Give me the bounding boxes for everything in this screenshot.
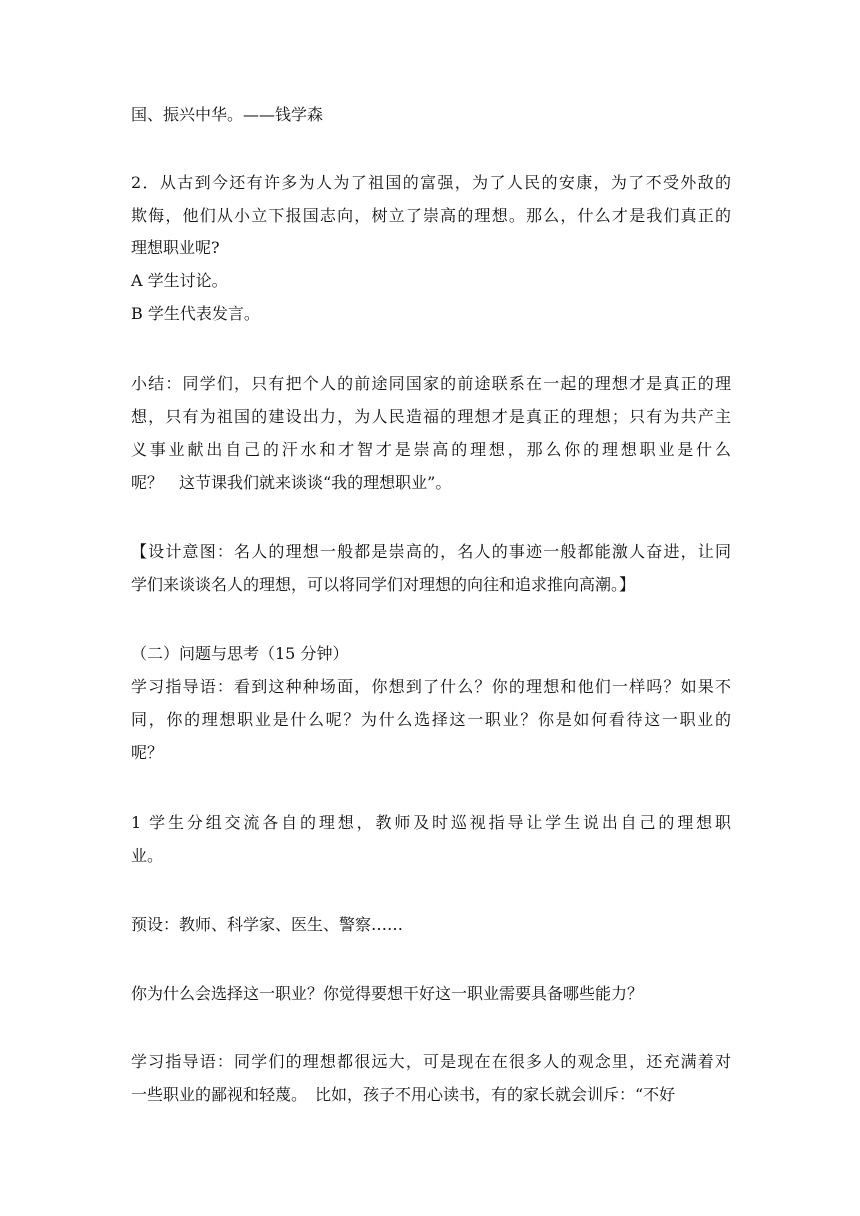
summary-line-1: 小结：同学们，只有把个人的前途同国家的前途联系在一起的理想才是真正的理 <box>131 374 731 393</box>
quote-attribution-line: 国、振兴中华。——钱学森 <box>131 105 324 124</box>
guide-2-line-1: 学习指导语：同学们的理想都很远大，可是现在在很多人的观念里，还充满着对 <box>131 1052 731 1071</box>
guide-line-2: 同，你的理想职业是什么呢？为什么选择这一职业？你是如何看待这一职业的 <box>131 710 731 729</box>
summary-line-2: 想，只有为祖国的建设出力，为人民造福的理想才是真正的理想；只有为共产主 <box>131 407 731 426</box>
activity-1-line-2: 业。 <box>131 846 164 865</box>
guide-line-1: 学习指导语：看到这种种场面，你想到了什么？你的理想和他们一样吗？如果不 <box>131 677 731 696</box>
question-2-line-1: 2．从古到今还有许多为人为了祖国的富强，为了人民的安康，为了不受外敌的 <box>131 173 731 192</box>
question-2-line-2: 欺侮，他们从小立下报国志向，树立了崇高的理想。那么，什么才是我们真正的 <box>131 206 731 225</box>
step-a-line: A 学生讨论。 <box>131 271 228 290</box>
activity-1-line-1: 1 学生分组交流各自的理想，教师及时巡视指导让学生说出自己的理想职 <box>131 813 731 832</box>
design-intent-line-2: 学们来谈谈名人的理想，可以将同学们对理想的向往和追求推向高潮。】 <box>131 575 636 594</box>
step-b-line: B 学生代表发言。 <box>131 304 260 323</box>
guide-line-3: 呢？ <box>131 743 164 762</box>
summary-line-4: 呢？ 这节课我们就来谈谈“我的理想职业”。 <box>131 473 452 492</box>
guide-2-line-2: 一些职业的鄙视和轻蔑。 比如，孩子不用心读书，有的家长就会训斥：“不好 <box>131 1085 676 1104</box>
question-2-line-3: 理想职业呢? <box>131 238 220 257</box>
section-heading: （二）问题与思考（15 分钟） <box>131 644 349 663</box>
summary-line-3: 义事业献出自己的汗水和才智才是崇高的理想，那么你的理想职业是什么 <box>131 440 731 459</box>
preset-line: 预设：教师、科学家、医生、警察…… <box>131 915 404 934</box>
follow-up-question: 你为什么会选择这一职业？你觉得要想干好这一职业需要具备哪些能力？ <box>131 984 644 1003</box>
design-intent-line-1: 【设计意图：名人的理想一般都是崇高的，名人的事迹一般都能激人奋进，让同 <box>131 542 731 561</box>
